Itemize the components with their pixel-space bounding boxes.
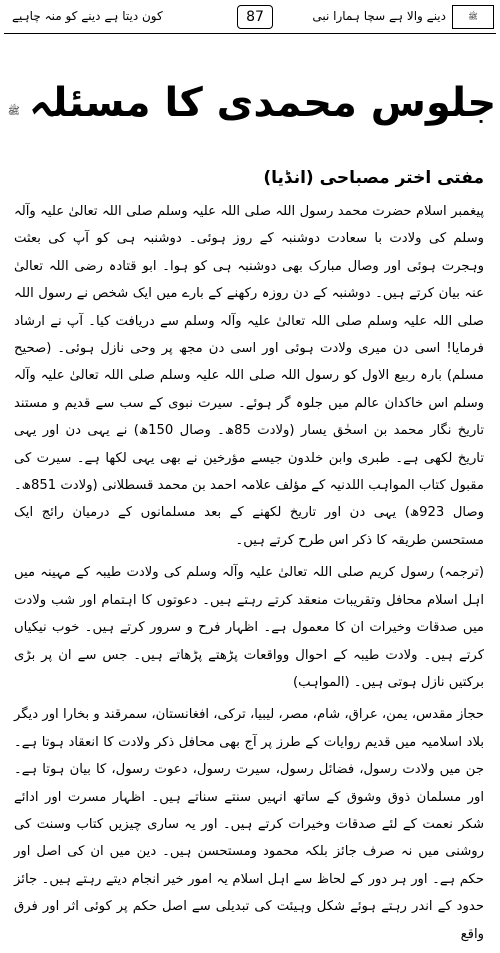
article-title <box>0 80 500 126</box>
page-header <box>4 3 496 34</box>
author-byline: مفتی اختر مصباحی (انڈیا) <box>263 168 484 188</box>
paragraph-2: (ترجمہ) رسول کریم صلی اللہ تعالیٰ علیہ وآلہ وسلم کی ولادت طیبہ کے مہینہ میں اہل اسلام محافل وتقریبات منعقد کرتے رہتے ہیں۔ دعوتوں کا اہتمام اور شب ولادت میں صدقات وخیرات ان کا معمول ہے۔ اظہار فرح و سرور کرتے ہیں۔ خوب نیکیاں کرتے ہیں۔ ولادت طیبہ کے احوال وواقعات پڑھتے پڑھاتے ہیں۔ جس سے ان پر بڑی برکتیں نازل ہوتی ہیں۔ (المواہب) <box>14 565 484 690</box>
page-number: 87 <box>237 5 273 29</box>
header-badge: ﷺ <box>452 5 494 29</box>
paragraph-3: حجاز مقدس، یمن، عراق، شام، مصر، لیبیا، ترکی، افغانستان، سمرقند و بخارا اور دیگر بلاد اسلامیہ میں قدیم روایات کے طرز پر آج بھی محافل ذکر ولادت کا انعقاد ہوتا ہے۔ جن میں ولادت رسول، فضائل رسول، سیرت رسول، دعوت رسول، کا بیان ہوتا ہے۔ اور مسلمان ذوق وشوق کے ساتھ انہیں سنتے سناتے ہیں۔ اظہار مسرت اور ادائے شکر نعمت کے لئے صدقات وخیرات کرتے ہیں۔ اور یہ ساری چیزیں کتاب وسنت کی روشنی میں نہ صرف جائز بلکہ محمود ومستحسن ہیں۔ دین میں ان کی اصل اور حکم ہے۔ اور ہر دور کے لحاظ سے اہل اسلام یہ امور خیر انجام دیتے رہتے ہیں۔ جائز حدود کے اندر رہتے ہوئے شکل وہیئت کی تبدیلی سے اصل حکم پر کوئی اثر اور فرق واقع <box>14 707 484 942</box>
title-honorific: ﷺ <box>7 105 20 117</box>
header-left-text: کون دیتا ہے دینے کو منہ چاہیے <box>12 9 163 23</box>
article-body <box>14 198 484 953</box>
paragraph-1: پیغمبر اسلام حضرت محمد رسول اللہ صلی اللہ علیہ وسلم صلی اللہ تعالیٰ علیہ وآلہ وسلم کی ولادت با سعادت دوشنبہ کے روز ہوئی۔ دوشنبہ ہی کو آپ کی بعثت وہجرت ہوئی اور وصال مبارک بھی دوشنبہ ہی کو ہوا۔ ابو قتادہ رضی اللہ تعالیٰ عنہ بیان کرتے ہیں۔ دوشنبہ کے دن روزہ رکھنے کے بارے میں ایک شخص نے رسول اللہ صلی اللہ علیہ وسلم صلی اللہ تعالیٰ علیہ وآلہ وسلم سے دریافت کیا۔ آپ نے ارشاد فرمایا! اسی دن میری ولادت ہوئی اور اسی دن مجھ پر وحی نازل ہوئی۔ (صحیح مسلم) بارہ ربیع الاول کو رسول اللہ صلی اللہ علیہ وسلم صلی اللہ تعالیٰ علیہ وآلہ وسلم اس خاکدان عالم میں جلوہ گر ہوئے۔ سیرت نبوی کے سب سے قدیم و مستند تاریخ نگار محمد بن اسحٰق یسار (ولادت 85ھ۔ وصال 150ھ) نے یہی دن اور یہی تاریخ لکھی ہے۔ طبری وابن خلدون جیسے مؤرخین نے بھی یہی لکھا ہے۔ سیرت کی مقبول کتاب المواہب اللدنیہ کے مؤلف علامہ احمد بن محمد قسطلانی (ولادت 851ھ۔ وصال 923ھ) یہی دن اور تاریخ لکھنے کے بعد مسلمانوں کے درمیان رائج ایک مستحسن طریقہ کا ذکر اس طرح کرتے ہیں۔ <box>14 204 484 548</box>
header-right-text: دینے والا ہے سچا ہمارا نبی <box>312 9 446 23</box>
title-text: جلوس محمدی کا مسئلہ <box>28 80 497 126</box>
